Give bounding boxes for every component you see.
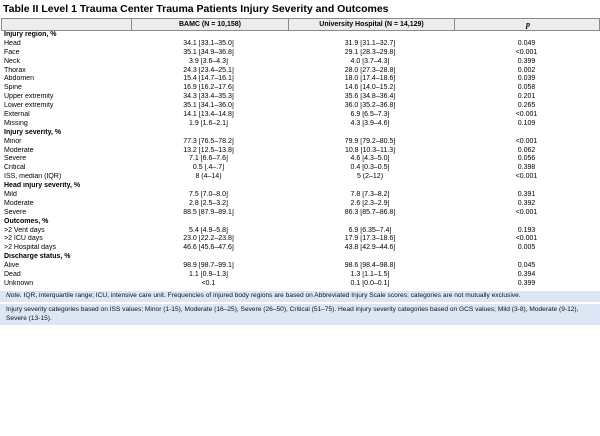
cell-bamc: 24.3 [23.4–25.1] <box>183 66 234 74</box>
trauma-table <box>1 18 600 289</box>
cell-university-hospital: 98.6 [98.4–98.8] <box>344 262 396 270</box>
section-header-row <box>1 129 600 138</box>
cell-p-value: 0.056 <box>517 155 536 163</box>
row-label: Outcomes, % <box>4 217 49 225</box>
cell-p-value: <0.001 <box>515 235 538 243</box>
table-row <box>1 235 600 244</box>
cell-bamc: <0.1 <box>201 279 216 287</box>
cell-bamc <box>130 31 287 40</box>
cell-university-hospital: 36.0 [35.2–36.8] <box>344 102 396 110</box>
cell-university-hospital: 4.6 [4.3–5.0] <box>350 155 390 163</box>
cell-p-value: 0.002 <box>517 66 536 74</box>
cell-p-value: 0.039 <box>517 75 536 83</box>
cell-university-hospital: 35.6 [34.8–36.4] <box>344 93 396 101</box>
table-row <box>1 49 600 58</box>
cell-university-hospital <box>287 253 453 262</box>
cell-university-hospital: 7.8 [7.3–8.2] <box>350 191 390 199</box>
cell-p-value: 0.062 <box>517 146 536 154</box>
row-label: Neck <box>4 57 20 65</box>
table-row <box>1 164 600 173</box>
cell-bamc: 35.1 [34.1–36.0] <box>183 102 234 110</box>
table-row <box>1 262 600 271</box>
table-row <box>1 120 600 129</box>
cell-p-value: 0.398 <box>517 164 536 172</box>
column-header-empty <box>2 19 131 30</box>
cell-p-value: <0.001 <box>515 208 538 216</box>
cell-bamc: 5.4 [4.9–5.8] <box>189 226 228 234</box>
cell-p-value: 0.058 <box>517 84 536 92</box>
cell-university-hospital <box>287 182 453 191</box>
cell-bamc: 0.5 [.4–.7] <box>192 164 225 172</box>
cell-university-hospital: 0.4 [0.3–0.5] <box>350 164 390 172</box>
row-label: >2 Hospital days <box>4 244 56 252</box>
cell-university-hospital: 17.9 [17.3–18.6] <box>344 235 396 243</box>
table-title: Table II Level 1 Trauma Center Trauma Patients Injury Severity and Outcomes <box>3 3 389 15</box>
cell-university-hospital: 29.1 [28.3–29.8] <box>344 48 396 56</box>
cell-bamc: 1.9 [1.6–2.1] <box>189 119 228 127</box>
cell-bamc <box>130 182 287 191</box>
note-text: IQR, interquartile range; ICU, intensive care unit. Frequencies of injured body regions are based on Abbreviated Injury Scale scores; categories are not mutually exclusive. <box>21 292 521 300</box>
row-label: Lower extremity <box>4 102 54 110</box>
row-label: Discharge status, % <box>4 253 71 261</box>
table-header-row <box>1 18 600 31</box>
cell-p-value: 0.265 <box>517 102 536 110</box>
cell-university-hospital: 6.9 [6.35–7.4] <box>348 226 392 234</box>
row-label: >2 ICU days <box>4 235 43 243</box>
row-label: Severe <box>4 208 27 216</box>
cell-p-value: <0.001 <box>515 48 538 56</box>
table-row <box>1 191 600 200</box>
row-label: Injury region, % <box>4 31 57 38</box>
cell-bamc: 88.5 [87.9–89.1] <box>183 208 234 216</box>
table-notes <box>0 291 600 325</box>
cell-p-value: 0.193 <box>517 226 536 234</box>
cell-p-value: 0.049 <box>517 39 536 47</box>
cell-p-value: 0.392 <box>517 199 536 207</box>
cell-p-value: 0.045 <box>517 262 536 270</box>
column-header-university-hospital: University Hospital (N = 14,129) <box>288 19 454 30</box>
note-line-1 <box>0 291 600 303</box>
table-row <box>1 209 600 218</box>
row-label: Head injury severity, % <box>4 182 81 190</box>
row-label: Unknown <box>4 279 34 287</box>
cell-p-value: 0.201 <box>517 93 536 101</box>
cell-p-value: <0.001 <box>515 173 538 181</box>
table-row <box>1 200 600 209</box>
cell-bamc: 3.9 [3.6–4.3] <box>189 57 228 65</box>
cell-bamc: 77.3 [76.5–78.2] <box>183 137 234 145</box>
section-header-row <box>1 253 600 262</box>
row-label: Mild <box>4 191 17 199</box>
row-label: Missing <box>4 119 28 127</box>
cell-bamc: 46.6 [45.6–47.6] <box>183 244 234 252</box>
note-line-2 <box>0 304 600 324</box>
column-header-bamc: BAMC (N = 10,158) <box>131 19 288 30</box>
row-label: Severe <box>4 155 27 163</box>
cell-university-hospital: 5 (2–12) <box>356 173 384 181</box>
cell-university-hospital: 86.3 [85.7–86.8] <box>344 208 396 216</box>
row-label: Head <box>4 39 21 47</box>
table-row <box>1 280 600 289</box>
note-text: Injury severity categories based on ISS values; Minor (1-15), Moderate (16–25), Severe (26–50), Critical (51–75). Head injury severity categories based on GCS values; Mild (3-8), Moderate (9-12), Severe (13-15). <box>6 305 579 322</box>
cell-bamc: 14.1 [13.4–14.8] <box>183 111 234 119</box>
cell-bamc: 8 (4–14) <box>195 173 222 181</box>
cell-p-value: 0.394 <box>517 271 536 279</box>
note-prefix: Note. <box>6 292 22 300</box>
cell-university-hospital: 4.0 [3.7–4.3] <box>350 57 390 65</box>
table-row <box>1 58 600 67</box>
table-row <box>1 155 600 164</box>
cell-bamc: 7.5 [7.0–8.0] <box>189 191 228 199</box>
table-row <box>1 111 600 120</box>
cell-university-hospital: 14.6 [14.0–15.2] <box>344 84 396 92</box>
cell-p-value: 0.399 <box>517 57 536 65</box>
cell-p-value: 0.391 <box>517 191 536 199</box>
cell-bamc: 35.1 [34.9–36.8] <box>183 48 234 56</box>
table-row <box>1 102 600 111</box>
row-label: Minor <box>4 137 22 145</box>
cell-university-hospital: 0.1 [0.0–0.1] <box>350 279 390 287</box>
table-body <box>1 31 600 289</box>
section-header-row <box>1 218 600 227</box>
section-header-row <box>1 31 600 40</box>
row-label: Face <box>4 48 20 56</box>
cell-p-value <box>453 182 600 191</box>
cell-p-value: <0.001 <box>515 137 538 145</box>
row-label: Upper extremity <box>4 93 54 101</box>
cell-p-value: 0.399 <box>517 279 536 287</box>
cell-bamc <box>130 218 287 227</box>
cell-p-value: <0.001 <box>515 111 538 119</box>
table-row <box>1 227 600 236</box>
cell-p-value: 0.005 <box>517 244 536 252</box>
table-row <box>1 173 600 182</box>
cell-university-hospital <box>287 129 453 138</box>
cell-bamc: 16.9 [16.2–17.6] <box>183 84 234 92</box>
cell-bamc: 13.2 [12.5–13.8] <box>183 146 234 154</box>
cell-university-hospital: 43.8 [42.9–44.6] <box>344 244 396 252</box>
row-label: Critical <box>4 164 26 172</box>
row-label: >2 Vent days <box>4 226 45 234</box>
table-row <box>1 138 600 147</box>
cell-bamc: 34.1 [33.1–35.0] <box>183 39 234 47</box>
row-label: Abdomen <box>4 75 34 83</box>
row-label: Injury severity, % <box>4 128 62 136</box>
cell-bamc <box>130 129 287 138</box>
row-label: Dead <box>4 271 21 279</box>
table-row <box>1 244 600 253</box>
cell-university-hospital: 28.0 [27.3–28.8] <box>344 66 396 74</box>
cell-university-hospital: 18.0 [17.4–18.6] <box>344 75 396 83</box>
section-header-row <box>1 182 600 191</box>
table-row <box>1 40 600 49</box>
row-label: External <box>4 111 30 119</box>
cell-p-value <box>453 31 600 40</box>
table-row <box>1 75 600 84</box>
table-row <box>1 67 600 76</box>
row-label: ISS, median (IQR) <box>4 173 62 181</box>
cell-university-hospital: 2.6 [2.3–2.9] <box>350 199 390 207</box>
row-label: Alive <box>4 262 20 270</box>
cell-university-hospital: 10.8 [10.3–11.3] <box>344 146 396 154</box>
cell-bamc: 98.9 [98.7–99.1] <box>183 262 234 270</box>
cell-bamc <box>130 253 287 262</box>
row-label: Spine <box>4 84 22 92</box>
cell-bamc: 1.1 [0.9–1.3] <box>189 271 228 279</box>
cell-bamc: 23.0 [22.2–23.8] <box>183 235 234 243</box>
table-row <box>1 84 600 93</box>
table-row <box>1 93 600 102</box>
cell-university-hospital <box>287 218 453 227</box>
row-label: Moderate <box>4 146 34 154</box>
cell-university-hospital: 1.3 [1.1–1.5] <box>350 271 390 279</box>
cell-bamc: 7.1 [6.6–7.6] <box>189 155 228 163</box>
cell-university-hospital: 79.9 [79.2–80.5] <box>344 137 396 145</box>
cell-bamc: 34.3 [33.4–35.3] <box>183 93 234 101</box>
cell-p-value <box>453 129 600 138</box>
cell-p-value <box>453 218 600 227</box>
row-label: Moderate <box>4 199 34 207</box>
cell-bamc: 2.8 [2.5–3.2] <box>189 199 228 207</box>
cell-p-value: 0.109 <box>517 119 536 127</box>
cell-bamc: 15.4 [14.7–16.1] <box>183 75 234 83</box>
cell-p-value <box>453 253 600 262</box>
cell-university-hospital <box>287 31 453 40</box>
cell-university-hospital: 6.9 [6.5–7.3] <box>350 111 390 119</box>
row-label: Thorax <box>4 66 26 74</box>
cell-university-hospital: 31.9 [31.1–32.7] <box>344 39 396 47</box>
column-header-p-value: p <box>454 19 600 30</box>
table-row <box>1 147 600 156</box>
table-row <box>1 271 600 280</box>
cell-university-hospital: 4.3 [3.9–4.6] <box>350 119 390 127</box>
